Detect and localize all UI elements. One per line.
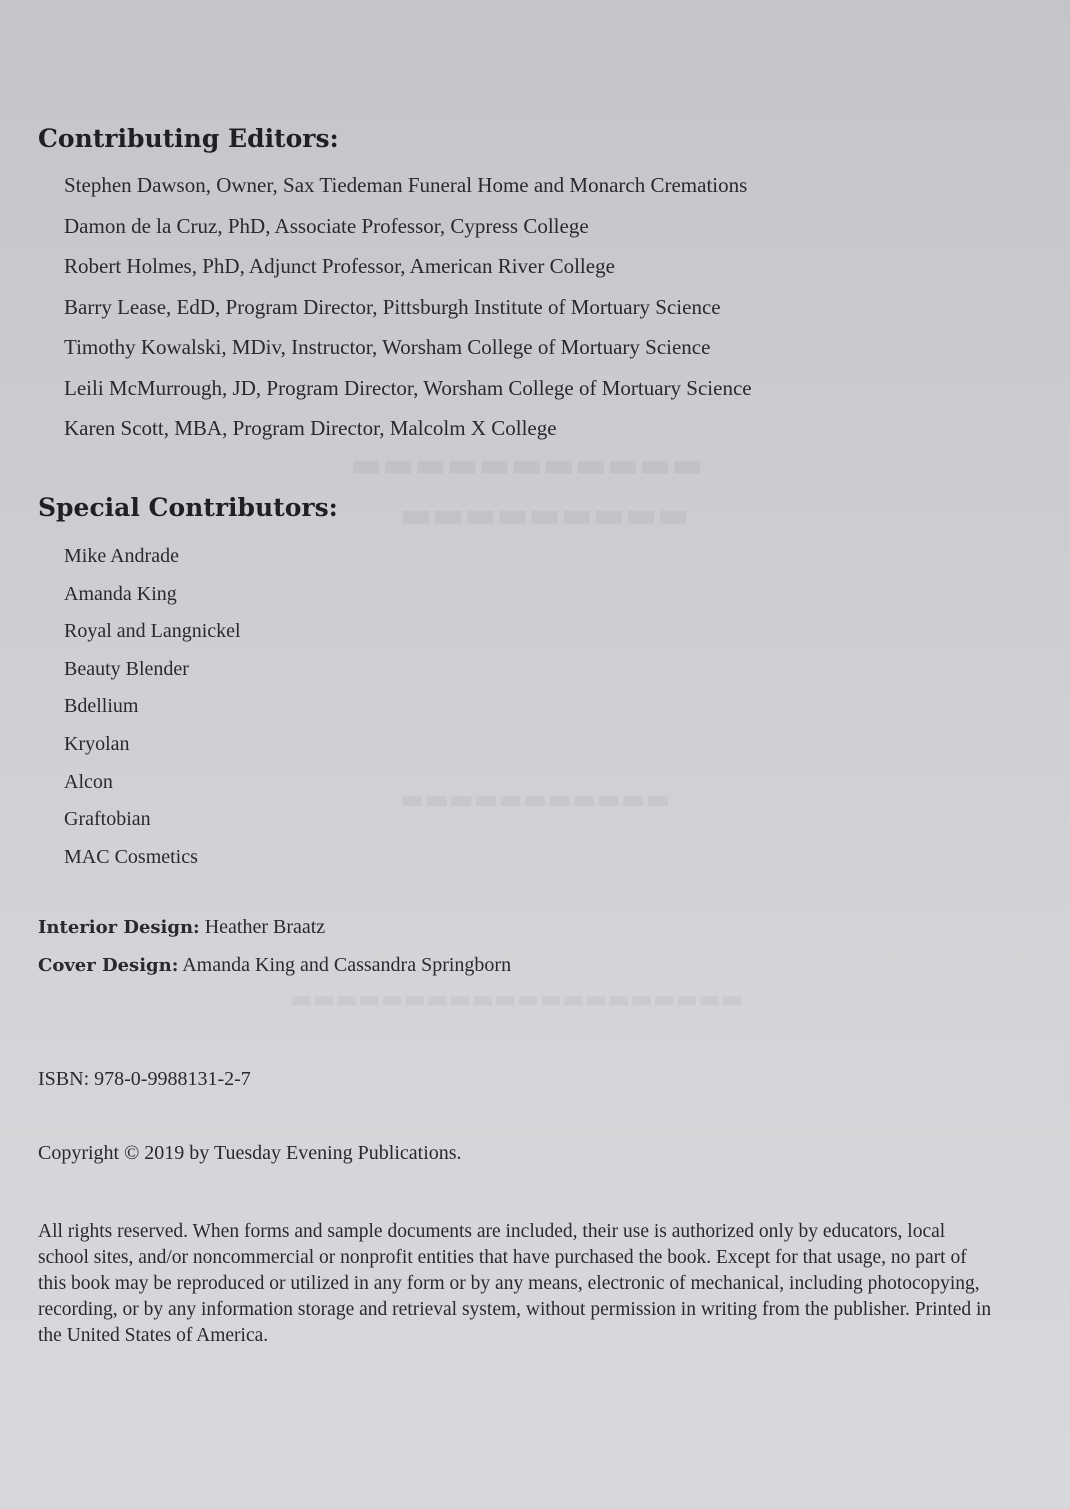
bleed-through-marking: ▬▬▬▬▬▬▬▬▬ [400, 495, 690, 535]
cover-design-name: Amanda King and Cassandra Springborn [178, 954, 512, 976]
contributing-editors-list [64, 165, 752, 449]
cover-design-credit [38, 954, 511, 977]
list-item: Damon de la Cruz, PhD, Associate Professor, Cypress College [64, 213, 589, 238]
bleed-through-marking: ▬▬▬▬▬▬▬▬▬▬▬▬▬▬▬▬▬▬▬▬ [290, 985, 744, 1013]
list-item: Graftobian [64, 808, 151, 831]
list-item: MAC Cosmetics [64, 845, 198, 868]
copyright-line: Copyright © 2019 by Tuesday Evening Publications. [38, 1142, 462, 1164]
contributing-editors-heading: Contributing Editors: [38, 124, 339, 153]
list-item: Mike Andrade [64, 545, 179, 567]
list-item: Robert Holmes, PhD, Adjunct Professor, American River College [64, 254, 615, 278]
cover-design-label: Cover Design: [38, 955, 179, 976]
list-item: Kryolan [64, 732, 130, 755]
list-item: Leili McMurrough, JD, Program Director, Worsham College of Mortuary Science [64, 375, 752, 400]
interior-design-label: Interior Design: [38, 917, 200, 938]
list-item: Stephen Dawson, Owner, Sax Tiedeman Funeral Home and Monarch Cremations [64, 173, 748, 197]
rights-statement: All rights reserved. When forms and sample documents are included, their use is authorized only by educators, local school sites, and/or noncommercial or nonprofit entities that have purchased the book. Except for that usage, no part of this book may be reproduced or utilized in any form or by any means, electronic of mechanical, including photocopying, recording, or by any information storage and retrieval system, without permission in writing from the publisher. Printed in the United States of America. [38, 1221, 992, 1346]
list-item: Royal and Langnickel [64, 620, 241, 643]
list-item: Alcon [64, 770, 113, 793]
bleed-through-marking: ▬▬▬▬▬▬▬▬▬▬▬ [400, 785, 671, 815]
list-item: Bdellium [64, 695, 139, 718]
interior-design-credit [38, 916, 325, 939]
bleed-through-marking: ▬▬▬▬▬▬▬▬▬▬▬ [350, 445, 704, 485]
special-contributors-list [64, 538, 241, 876]
list-item: Timothy Kowalski, MDiv, Instructor, Worsham College of Mortuary Science [64, 335, 711, 359]
interior-design-name: Heather Braatz [199, 916, 326, 938]
special-contributors-heading: Special Contributors: [38, 493, 338, 522]
list-item: Karen Scott, MBA, Program Director, Malcolm X College [64, 416, 557, 440]
list-item: Amanda King [64, 582, 177, 605]
list-item: Barry Lease, EdD, Program Director, Pittsburgh Institute of Mortuary Science [64, 294, 721, 319]
isbn-line: ISBN: 978-0-9988131-2-7 [38, 1068, 251, 1090]
list-item: Beauty Blender [64, 657, 189, 680]
